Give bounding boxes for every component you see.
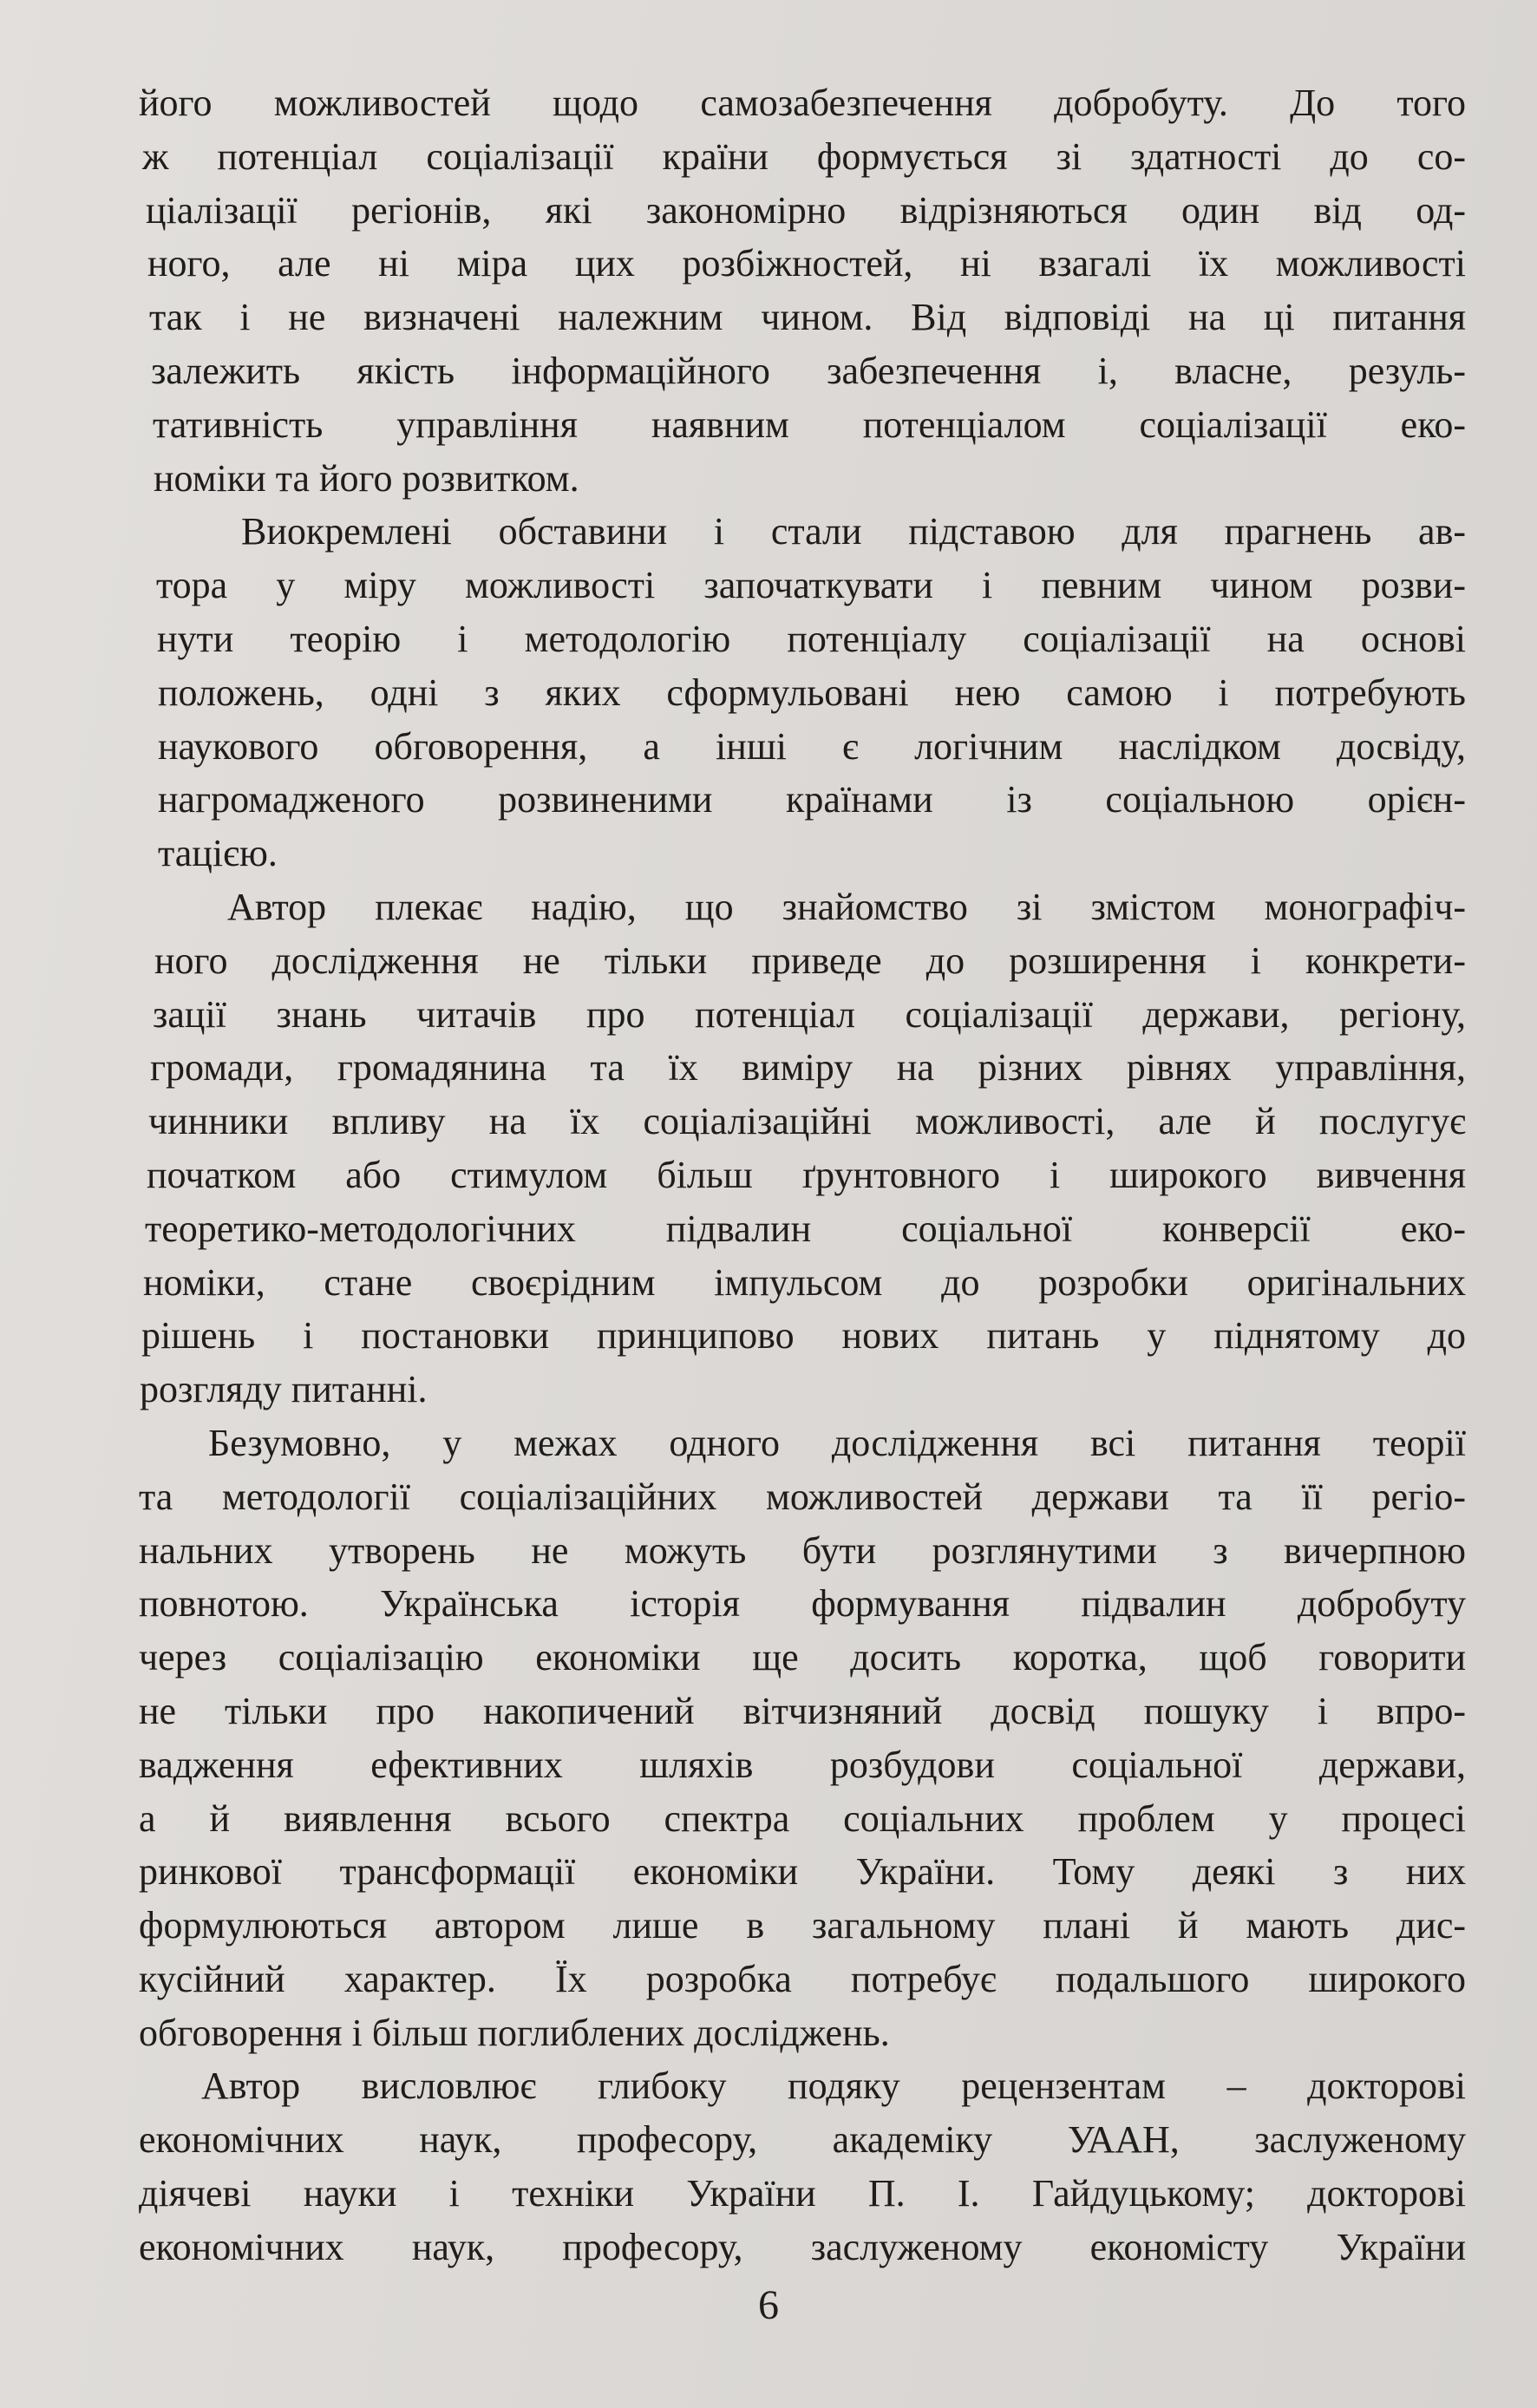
text-line: розгляду питанні. bbox=[140, 1368, 428, 1411]
text-line: Безумовно, у межах одного дослідження всі питання теорії bbox=[208, 1421, 1466, 1464]
text-line: Виокремлені обставини і стали підставою для прагнень ав- bbox=[241, 510, 1466, 553]
body-text bbox=[139, 76, 1466, 2274]
text-line: ж потенціал соціалізації країни формується зі здатності до со- bbox=[142, 134, 1466, 178]
text-line: чинники впливу на їх соціалізаційні можливості, але й послугує bbox=[148, 1100, 1466, 1143]
paragraph bbox=[139, 76, 1466, 505]
text-line: економічних наук, професору, заслуженому економісту України bbox=[139, 2225, 1466, 2268]
text-line: тативність управління наявним потенціалом соціалізації еко- bbox=[153, 402, 1466, 446]
text-line: кусійний характер. Їх розробка потребує подальшого широкого bbox=[139, 1957, 1466, 2000]
paragraph bbox=[139, 2059, 1466, 2274]
text-line: ринкової трансформації економіки України. Тому деякі з них bbox=[139, 1850, 1466, 1894]
text-line: ціалізації регіонів, які закономірно відрізняються один від од- bbox=[146, 188, 1466, 232]
text-line: обговорення і більш поглиблених досліджень. bbox=[139, 2011, 890, 2054]
text-line: а й виявлення всього спектра соціальних проблем у процесі bbox=[139, 1796, 1466, 1840]
text-line: ного дослідження не тільки приведе до розширення і конкрети- bbox=[154, 939, 1466, 982]
text-line: нальних утворень не можуть бути розглянутими з вичерпною bbox=[139, 1528, 1466, 1572]
text-line: економічних наук, професору, академіку УААН, заслуженому bbox=[139, 2118, 1466, 2162]
paragraph bbox=[139, 1417, 1466, 2060]
text-line: тацією. bbox=[158, 832, 278, 875]
text-line: вадження ефективних шляхів розбудови соціальної держави, bbox=[139, 1743, 1466, 1786]
paragraph bbox=[139, 880, 1466, 1417]
text-line: теоретико-методологічних підвалин соціальної конверсії еко- bbox=[145, 1207, 1466, 1250]
paragraph bbox=[139, 505, 1466, 880]
text-line: початком або стимулом більш ґрунтовного і широкого вивчення bbox=[147, 1153, 1466, 1196]
page-number: 6 bbox=[758, 2282, 779, 2328]
text-line: так і не визначені належним чином. Від відповіді на ці питання bbox=[149, 296, 1466, 339]
text-line: тора у міру можливості започаткувати і певним чином розви- bbox=[156, 564, 1466, 607]
text-line: нагромадженого розвиненими країнами із соціальною орієн- bbox=[158, 778, 1466, 821]
text-line: наукового обговорення, а інші є логічним наслідком досвіду, bbox=[158, 724, 1466, 768]
text-line: номіки та його розвитком. bbox=[154, 456, 579, 500]
text-line: його можливостей щодо самозабезпечення добробуту. До того bbox=[139, 82, 1466, 124]
text-line: Автор висловлює глибоку подяку рецензентам – докторові bbox=[201, 2064, 1466, 2108]
text-line: рішень і постановки принципово нових питань у піднятому до bbox=[141, 1314, 1466, 1358]
text-line: та методології соціалізаційних можливостей держави та її регіо- bbox=[139, 1475, 1466, 1518]
text-line: повнотою. Українська історія формування підвалин добробуту bbox=[139, 1582, 1466, 1626]
text-line: громади, громадянина та їх виміру на різних рівнях управління, bbox=[150, 1046, 1466, 1089]
text-line: положень, одні з яких сформульовані нею самою і потребують bbox=[158, 671, 1466, 714]
text-line: зації знань читачів про потенціал соціалізації держави, регіону, bbox=[153, 992, 1466, 1036]
text-line: формулюються автором лише в загальному плані й мають дис- bbox=[139, 1904, 1466, 1947]
text-line: нути теорію і методологію потенціалу соціалізації на основі bbox=[157, 617, 1466, 660]
text-line: номіки, стане своєрідним імпульсом до розробки оригінальних bbox=[143, 1260, 1466, 1304]
text-line: Автор плекає надію, що знайомство зі змістом монографіч- bbox=[227, 885, 1466, 928]
text-line: ного, але ні міра цих розбіжностей, ні взагалі їх можливості bbox=[147, 242, 1466, 285]
text-line: залежить якість інформаційного забезпечення і, власне, резуль- bbox=[151, 349, 1466, 392]
text-line: через соціалізацію економіки ще досить коротка, щоб говорити bbox=[139, 1636, 1466, 1679]
text-line: не тільки про накопичений вітчизняний досвід пошуку і впро- bbox=[139, 1689, 1466, 1732]
text-line: діячеві науки і техніки України П. І. Гайдуцькому; докторові bbox=[139, 2172, 1466, 2215]
